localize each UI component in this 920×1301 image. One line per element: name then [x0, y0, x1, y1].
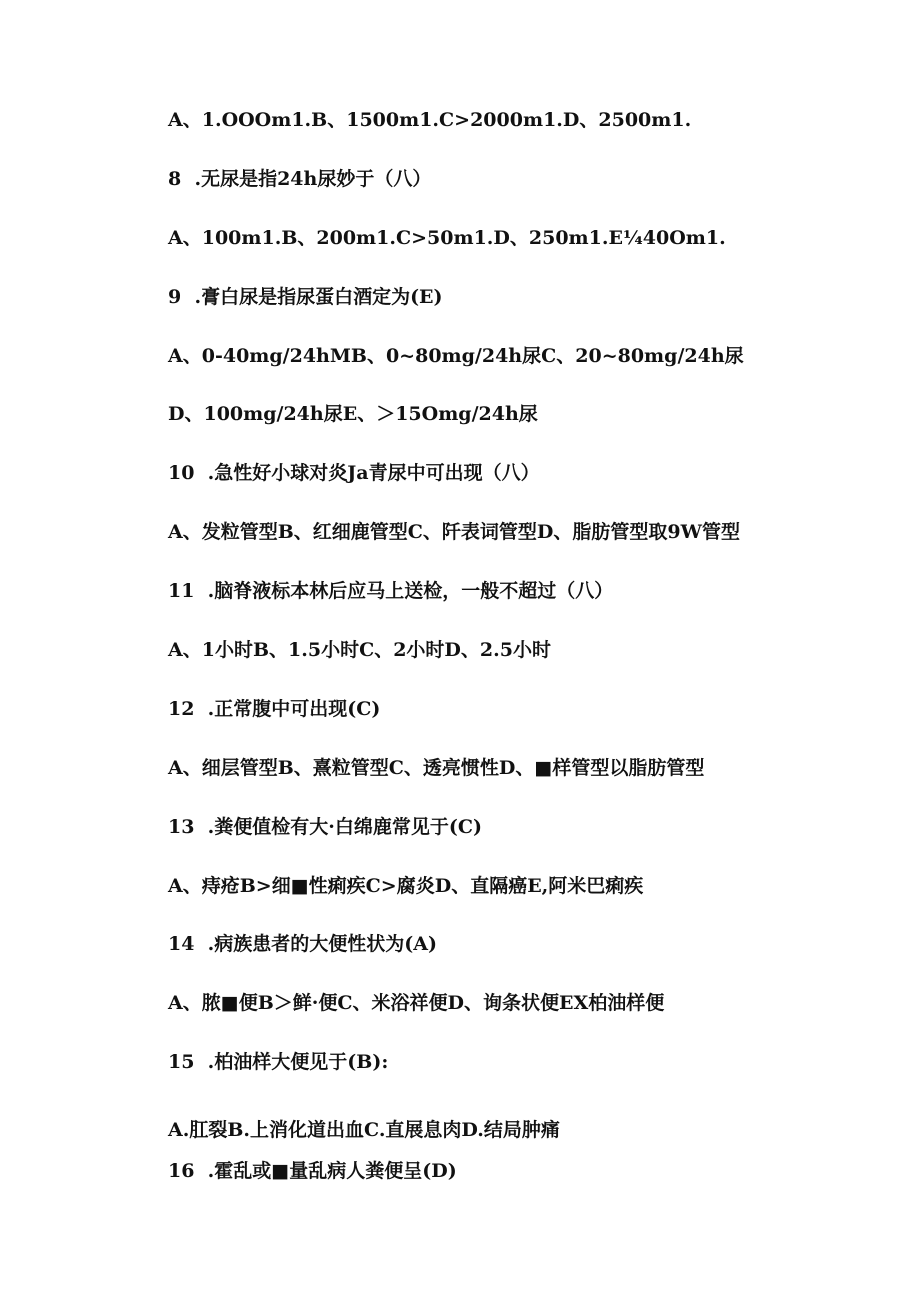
text-line: 11 .脑脊液标本林后应马上送检，一般不超过（八）: [168, 580, 614, 602]
text-line: 9 .膏白尿是指尿蛋白酒定为(E): [168, 286, 443, 308]
text-line: A、100m1.B、200m1.C>50m1.D、250m1.E¼40Om1.: [168, 227, 726, 249]
text-line: A、痔疮B>细■性痢疾C>腐炎D、直隔癌E,阿米巴痢疾: [168, 875, 644, 897]
text-line: 15 .柏油样大便见于(B):: [168, 1051, 389, 1073]
text-line: 16 .霍乱或■量乱病人粪便呈(D): [168, 1160, 457, 1182]
text-line: 13 .粪便值检有大·白绵鹿常见于(C): [168, 816, 483, 838]
text-line: 14 .病族患者的大便性状为(A): [168, 933, 438, 955]
text-line: A、细层管型B、熹粒管型C、透亮惯性D、■样管型以脂肪管型: [168, 757, 705, 779]
text-line: 8 .无尿是指24h尿妙于（八）: [168, 168, 432, 190]
text-line: A、发粒管型B、红细鹿管型C、阡表词管型D、脂肪管型取9W管型: [168, 521, 740, 543]
text-line: 12 .正常腹中可出现(C): [168, 698, 381, 720]
text-line: A、0-40mg∕24hMB、0~80mg∕24h尿C、20~80mg∕24h尿: [168, 345, 744, 367]
text-line: A、1小时B、1.5小时C、2小时D、2.5小时: [168, 639, 551, 661]
text-line: A、1.OOOm1.B、1500m1.C>2000m1.D、2500m1.: [168, 109, 692, 131]
text-line: A、脓■便B＞鲜·便C、米浴祥便D、询条状便EX柏油样便: [168, 992, 665, 1014]
text-line: A.肛裂B.上消化道出血C.直展息肉D.结局肿痛: [168, 1119, 560, 1141]
text-line: D、100mg∕24h尿E、＞15Omg∕24h尿: [168, 403, 538, 425]
text-line: 10 .急性好小球对炎Ja青尿中可出现（八）: [168, 462, 540, 484]
